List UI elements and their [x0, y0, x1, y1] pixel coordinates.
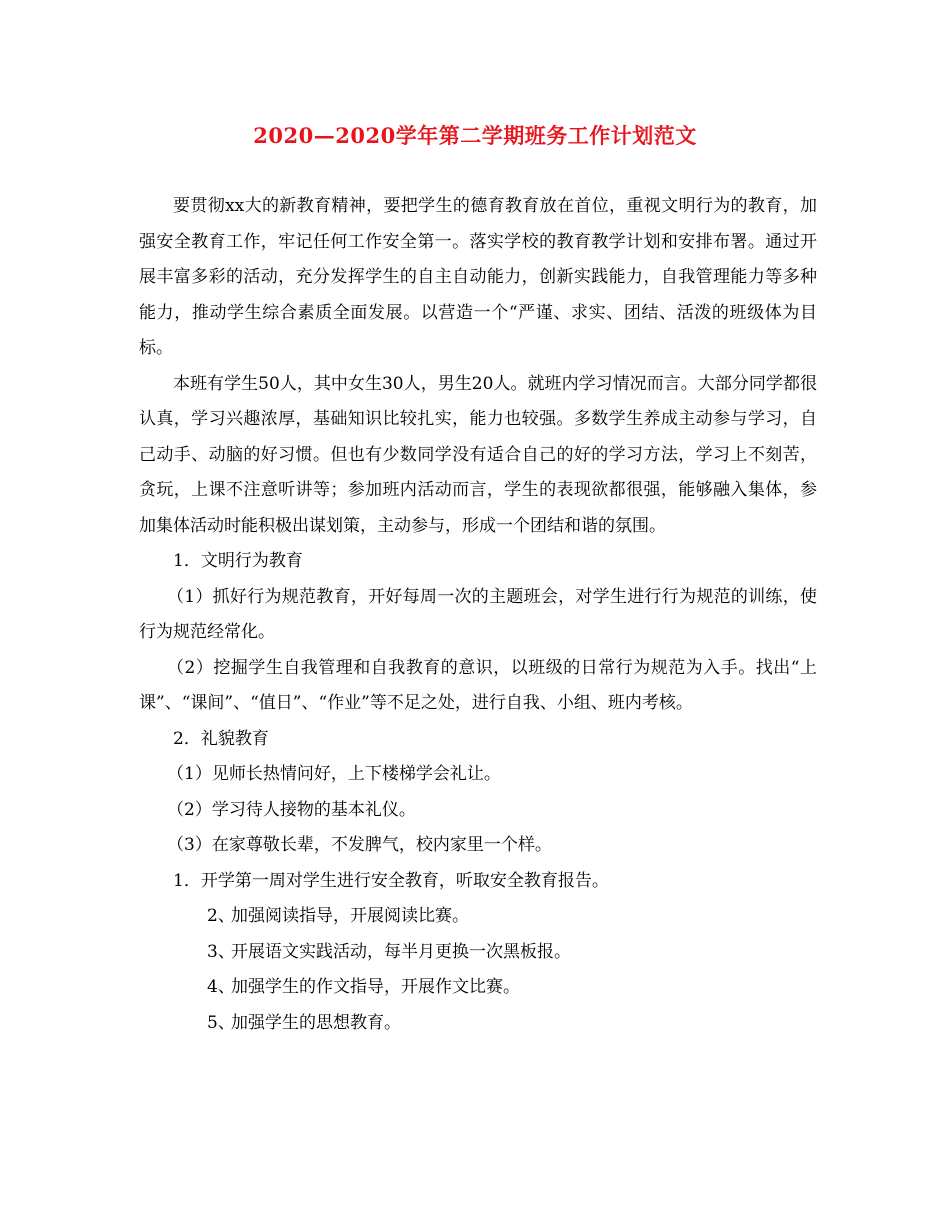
plan-item-number: 3、 [207, 941, 235, 962]
document-title: 2020—2020学年第二学期班务工作计划范文 [253, 123, 697, 148]
plan-item-text: 加强学生的思想教育。 [231, 1012, 401, 1033]
section-heading-courtesy: 2．礼貌教育 [173, 728, 269, 749]
section2-item: （3）在家尊敬长辈，不发脾气，校内家里一个样。 [167, 835, 552, 855]
plan-item [139, 899, 817, 935]
plan-item-number: 2、 [207, 906, 235, 926]
class-situation-paragraph: 本班有学生50人，其中女生30人，男生20人。就班内学习情况而言。大部分同学都很认真，学习兴趣浓厚，基础知识比较扎实，能力也较强。多数学生养成主动参与学习，自己动手、动脑的好习惯。但也有少数同学没有适合自己的好的学习方法，学习上不刻苦，贪玩，上课不注意听讲等；参加班内活动而言，学生的表现欲都很强，能够融入集体，参加集体活动时能积极出谋划策，主动参与，形成一个团结和谐的氛围。 [139, 373, 817, 536]
plan-item-text: 开展语文实践活动，每半月更换一次黑板报。 [231, 941, 571, 962]
document-body [139, 189, 817, 1041]
plan-item [139, 970, 817, 1006]
plan-item [139, 935, 817, 971]
section1-item: （2）挖掘学生自我管理和自我教育的意识，以班级的日常行为规范为入手。找出“上课”、“课间”、“值日”、“作业”等不足之处，进行自我、小组、班内考核。 [139, 657, 817, 713]
section-heading-civilized-behavior: 1．文明行为教育 [173, 551, 303, 571]
section2-item: （2）学习待人接物的基本礼仪。 [167, 799, 416, 820]
plan-item-text: 加强学生的作文指导，开展作文比赛。 [231, 977, 520, 997]
plan-item-number: 4、 [207, 977, 235, 997]
plan-item-text: 加强阅读指导，开展阅读比赛。 [231, 906, 469, 926]
section1-item: （1）抓好行为规范教育，开好每周一次的主题班会，对学生进行行为规范的训练，使行为规范经常化。 [139, 586, 817, 642]
plan-item [139, 1006, 817, 1042]
intro-paragraph: 要贯彻xx大的新教育精神，要把学生的德育教育放在首位，重视文明行为的教育，加强安全教育工作，牢记任何工作安全第一。落实学校的教育教学计划和安排布署。通过开展丰富多彩的活动，充分发挥学生的自主自动能力，创新实践能力，自我管理能力等多种能力，推动学生综合素质全面发展。以营造一个“严谨、求实、团结、活泼的班级体为目标。 [139, 196, 817, 358]
section2-item: （1）见师长热情问好，上下楼梯学会礼让。 [167, 764, 501, 784]
plan-item-first: 1．开学第一周对学生进行安全教育，听取安全教育报告。 [173, 870, 609, 891]
plan-item-number: 5、 [207, 1012, 235, 1033]
